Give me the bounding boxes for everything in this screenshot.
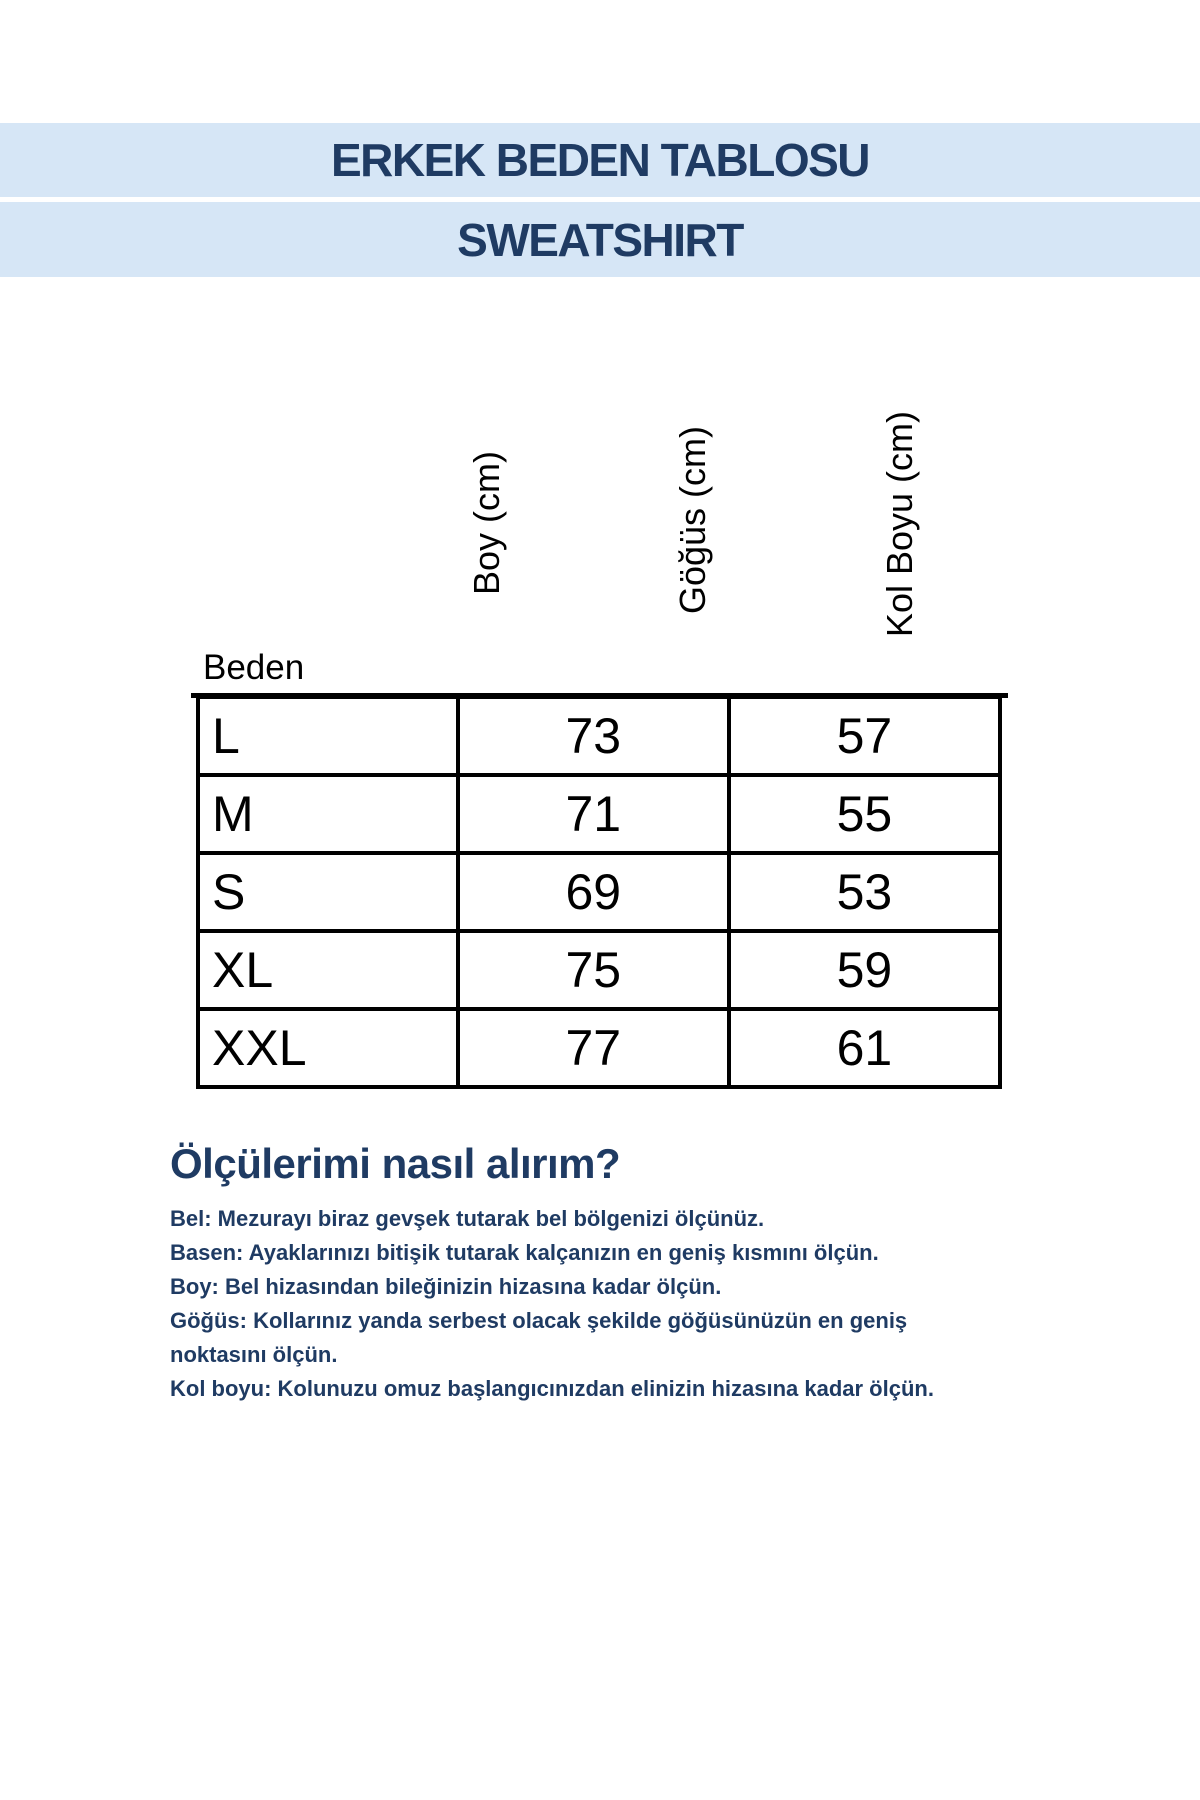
value-cell: 53 xyxy=(729,853,1000,931)
size-cell: L xyxy=(198,697,458,775)
table-row xyxy=(198,853,1000,931)
how-to-measure-heading: Ölçülerimi nasıl alırım? xyxy=(170,1140,621,1187)
table-row xyxy=(198,1009,1000,1087)
value-cell: 61 xyxy=(729,1009,1000,1087)
column-header-kol-boyu: Kol Boyu (cm) xyxy=(879,410,920,637)
banner-subtitle-text: SWEATSHIRT xyxy=(457,213,743,266)
size-cell: S xyxy=(198,853,458,931)
instruction-line-gogus-cont: noktasını ölçün. xyxy=(170,1342,338,1367)
value-cell: 73 xyxy=(458,697,729,775)
banner-subtitle xyxy=(0,202,1200,277)
size-cell: XL xyxy=(198,931,458,1009)
size-cell: XXL xyxy=(198,1009,458,1087)
instruction-line-kol-boyu: Kol boyu: Kolunuzu omuz başlangıcınızdan elinizin hizasına kadar ölçün. xyxy=(170,1376,934,1401)
banner-title xyxy=(0,123,1200,197)
instruction-line-boy: Boy: Bel hizasından bileğinizin hizasına kadar ölçün. xyxy=(170,1274,722,1299)
table-row xyxy=(198,697,1000,775)
instruction-line-bel: Bel: Mezurayı biraz gevşek tutarak bel bölgenizi ölçünüz. xyxy=(170,1206,765,1231)
instruction-line-basen: Basen: Ayaklarınızı bitişik tutarak kalçanızın en geniş kısmını ölçün. xyxy=(170,1240,879,1265)
value-cell: 55 xyxy=(729,775,1000,853)
size-table xyxy=(196,695,1002,1089)
value-cell: 57 xyxy=(729,697,1000,775)
instruction-line-gogus: Göğüs: Kollarınız yanda serbest olacak şekilde göğüsünüzün en geniş xyxy=(170,1308,908,1333)
how-to-measure-instructions xyxy=(170,1202,934,1406)
value-cell: 59 xyxy=(729,931,1000,1009)
value-cell: 69 xyxy=(458,853,729,931)
size-column-header: Beden xyxy=(203,648,305,687)
value-cell: 71 xyxy=(458,775,729,853)
table-row xyxy=(198,775,1000,853)
table-row xyxy=(198,931,1000,1009)
value-cell: 75 xyxy=(458,931,729,1009)
size-cell: M xyxy=(198,775,458,853)
banner-title-text: ERKEK BEDEN TABLOSU xyxy=(330,134,869,186)
column-header-gogus: Göğüs (cm) xyxy=(672,425,713,614)
value-cell: 77 xyxy=(458,1009,729,1087)
column-header-boy: Boy (cm) xyxy=(466,451,507,595)
